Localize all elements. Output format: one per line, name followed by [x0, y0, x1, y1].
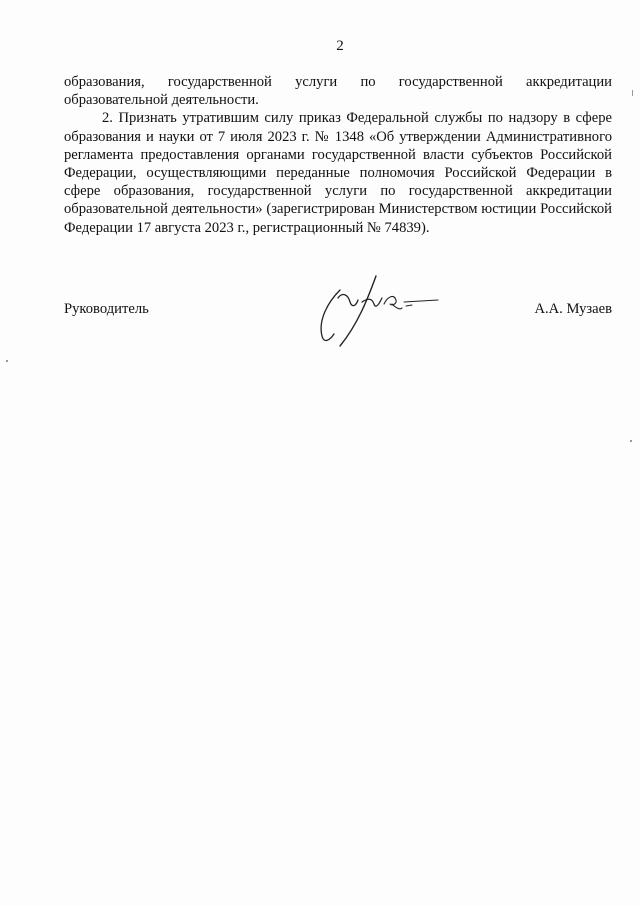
signatory-name: А.А. Музаев	[534, 301, 612, 317]
scan-speck	[630, 440, 632, 442]
scan-speck	[6, 360, 8, 362]
handwritten-signature	[310, 268, 440, 350]
paragraph-item-2: 2. Признать утратившим силу приказ Федеральной службы по надзору в сфере образования и науки от 7 июля 2023 г. № 1348 «Об утверждении Административного регламента предоставления органами государственной власти субъектов Российской Федерации, осуществляющими переданные полномочия Российской Федерации в сфере образования, государственной услуги по государственной аккредитации образовательной деятельности» (зарегистрирован Министерством юстиции Российской Федерации 17 августа 2023 г., регистрационный № 74839).	[64, 110, 612, 236]
signatory-title: Руководитель	[64, 301, 149, 317]
scan-speck	[632, 90, 633, 96]
page-number: 2	[336, 38, 344, 54]
paragraph-continuation: образования, государственной услуги по государственной аккредитации образовательной деятельности.	[64, 74, 612, 109]
document-body	[64, 73, 612, 237]
